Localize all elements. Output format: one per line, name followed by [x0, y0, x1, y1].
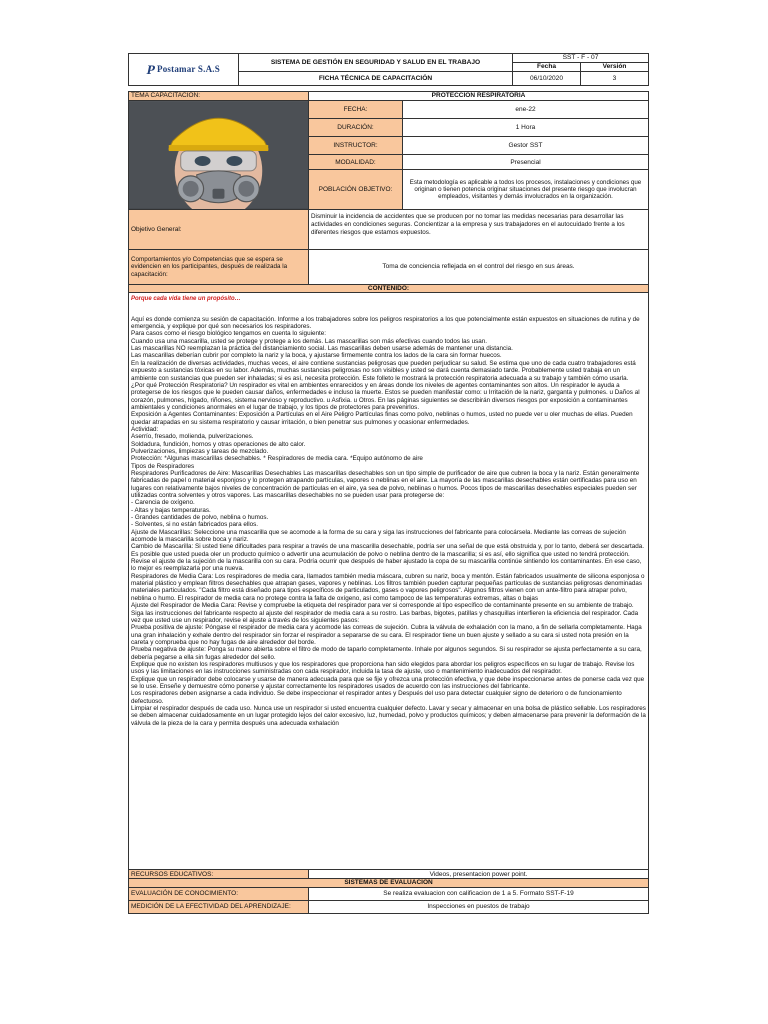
- header-table: [128, 53, 649, 86]
- detail-label-modality: MODALIDAD:: [309, 155, 403, 170]
- content-paragraph: Limpiar el respirador después de cada uso. Nunca use un respirador si usted encuentra cualquier defecto. Lavar y secar y almacenar en una bolsa de plástico sellable. Los respiradores se deben almacenar cuidadosamente en un lugar protegido lejos del calor excesivo, luz, humedad, polvo y productos químicos; y deben almacenarse para prevenir la deformación de la válvula de la pieza de la cara y permita después una adecuada exhalación: [131, 704, 646, 727]
- content-paragraph: - Altas y bajas temperaturas.: [131, 506, 211, 514]
- detail-label-population: POBLACIÓN OBJETIVO:: [309, 170, 403, 210]
- detail-value-modality: Presencial: [403, 155, 649, 170]
- content-paragraph: Aserrío, fresado, molienda, pulverizaciones.: [131, 433, 254, 441]
- resources-value: Videos, presentacion power point.: [309, 870, 649, 879]
- company-name: Postamar S.A.S: [157, 63, 220, 74]
- training-sheet: [128, 53, 648, 914]
- date-label: Fecha: [513, 63, 581, 72]
- content-paragraph: Protección: *Algunas mascarillas desechables. * Respiradores de media cara. *Equipo autónomo de aire: [131, 455, 423, 463]
- content-paragraph: - Carencia de oxígeno.: [131, 499, 195, 507]
- content-paragraph: Explique que un respirador debe colocarse y usarse de manera adecuada para que se fije y ofrezca una protección efectiva, y que debe inspeccionarse antes de ponerse cada vez que se lo use. Enseñe y demuestre cómo ponerse y ajustar correctamente los respiradores usados de acuerdo con las instrucciones del fabricante.: [131, 675, 645, 690]
- content-paragraph: Cambio de Mascarilla: Si usted tiene dificultades para respirar a través de una mascarilla desechable, podría ser una señal de que está obstruida y, por lo tanto, deberá ser descartada. Es posible que usted pueda oler un producto químico o advertir una acumulación de polvo o neblina dentro de la mascarilla; si es así, ello significa que usted no tendrá protección. Revise el ajuste de la sujeción de la mascarilla con su cara. Podría ocurrir que después de haber ajustado la copa de su mascarilla continúe sintiendo los contaminantes. En ese caso, lo mejor es reemplazarla por una nueva.: [131, 543, 645, 573]
- content-header: CONTENIDO:: [129, 285, 649, 293]
- content-paragraph: Exposición a Agentes Contaminantes: Exposición a Partículas en el Aire Peligro Partículas finas como polvo, neblinas o humos, usted no puede ver u oler muchas de ellas. Pueden quedar atrapadas en su sistema respiratorio y causar irritación, o bien penetrar sus pulmones y ocasionar enfermedades.: [131, 411, 633, 426]
- content-paragraph: Los respiradores deben asignarse a cada individuo. Se debe inspeccionar el respirador antes y Después del uso para detectar cualquier signo de deterioro o de funcionamiento defectuoso.: [131, 690, 622, 705]
- content-body: [129, 293, 649, 870]
- content-paragraph: Soldadura, fundición, hornos y otras operaciones de alto calor.: [131, 440, 306, 448]
- evaluation-effectiveness-value: Inspecciones en puestos de trabajo: [309, 900, 649, 913]
- content-paragraph: ¿Por qué Protección Respiratoria? Un respirador es vital en ambientes enrarecidos y en áreas donde los niveles de agentes contaminantes son altos. Un respirador le ayuda a protegerse de los riesgos que le pueden causar daños, enfermedades e incluso la muerte. Estos se pueden manifestar como: u Irritación de la nariz, garganta y pulmones. u Daños al corazón, pulmones, hígado, riñones, sistema nervioso y reproductivo. u Asfixia. u Otros. En las páginas siguientes se describirán diversos riesgos por exposición a contaminantes ambientales y condiciones anormales en el lugar de trabajo, y los tipos de protectores para prevenirlos.: [131, 381, 640, 411]
- resources-label: RECURSOS EDUCATIVOS:: [129, 870, 309, 879]
- content-paragraph: Respiradores de Media Cara: Los respiradores de media cara, llamados también media máscara, cubren su nariz, boca y mentón. Están fabricados usualmente de silicona esponjosa o material plástico y emplean filtros desechables que atrapan gases, vapores y neblinas. Los filtros también pueden capturar pequeñas partículas de sustancias peligrosas denominadas materiales particulados. "Cada filtro está diseñado para tipos específicos de particulados, gases o vapores peligrosos". Algunos filtros vienen con un ante-filtro para atrapar polvo, neblina o humo. El respirador de media cara no protege contra la falta de oxígeno, así como tampoco de las temperaturas extremas, altas o bajas: [131, 572, 645, 602]
- content-paragraph: Prueba positiva de ajuste: Póngase el respirador de media cara y acomode las correas de sujeción. Cubra la válvula de exhalación con la mano, a fin de sellarla completamente. Haga una gran inhalación y exhale dentro del respirador sin forzar el respirador a separarse de su cara. El respirador tiene un buen ajuste y sellado a su cara si usted nota presión en la careta y comprueba que no hay fugas de aire alrededor del borde.: [131, 624, 642, 646]
- competencies-value: Toma de conciencia reflejada en el control del riesgo en sus áreas.: [309, 250, 649, 285]
- detail-label-date: FECHA:: [309, 101, 403, 119]
- content-paragraph: Cuando usa una mascarilla, usted se protege y protege a los demás. Las mascarillas son más efectivas cuando todos las usan.: [131, 337, 487, 345]
- content-tagline: Porque cada vida tiene un propósito…: [131, 296, 241, 303]
- content-paragraph: Pulverizaciones, limpiezas y tareas de mezclado.: [131, 447, 269, 455]
- respirator-worker-image: [129, 101, 308, 209]
- topic-label: TEMA CAPACITACIÓN:: [129, 92, 309, 101]
- content-paragraph: Respiradores Purificadores de Aire: Mascarillas Desechables Las mascarillas desechables son un tipo simple de purificador de aire que cubren la boca y la nariz. Están generalmente fabricadas de papel o material esponjoso y lo protegen atrapando partículas, vapores o neblinas en el aire. La mayoría de las mascarillas desechables están certificadas para uso en lugares con relativamente bajos niveles de concentración de partículas en el aire, ya sea de polvo, neblinas o humos. Pocos tipos de mascarillas desechables especiales pueden ser utilizadas contra solventes y otros vapores. Las mascarillas desechables no se pueden usar para protegerse de:: [131, 469, 640, 499]
- content-paragraph: Ajuste de Mascarillas: Seleccione una mascarilla que se acomode a la forma de su cara y siga las instrucciones del fabricante para colocársela. Mediante las correas de sujeción acomode la mascarilla sobre boca y nariz.: [131, 528, 626, 544]
- system-title: SISTEMA DE GESTIÓN EN SEGURIDAD Y SALUD EN EL TRABAJO: [239, 54, 513, 72]
- detail-value-date: ene-22: [403, 101, 649, 119]
- evaluation-effectiveness-label: MEDICIÓN DE LA EFECTIVIDAD DEL APRENDIZAJE:: [129, 900, 309, 913]
- date-value: 06/10/2020: [513, 72, 581, 86]
- content-paragraph: Las mascarillas deberían cubrir por completo la nariz y la boca, y ajustarse firmemente contra los lados de la cara sin formar huecos.: [131, 352, 502, 360]
- document-code: SST - F - 07: [513, 54, 649, 63]
- content-paragraph: Para casos como el riesgo biológico tengamos en cuenta lo siguiente:: [131, 330, 326, 338]
- content-paragraph: Ajuste del Respirador de Media Cara: Revise y compruebe la etiqueta del respirador para ver si corresponde al tipo específico de contaminante presente en su ambiente de trabajo. Siga las instrucciones del fabricante respecto al ajuste del respirador de media cara a su rostro. Las barbas, bigotes, patillas y chasquillas interfieren la eficiencia del respirador. Cada vez que usted use un respirador, revise el ajuste a través de los siguientes pasos:: [131, 602, 639, 624]
- content-paragraphs: [131, 316, 646, 727]
- version-value: 3: [581, 72, 649, 86]
- detail-value-duration: 1 Hora: [403, 119, 649, 137]
- company-logo: [129, 54, 239, 86]
- topic-value: PROTECCIÓN RESPIRATORIA: [309, 92, 649, 101]
- content-paragraph: Tipos de Respiradores: [131, 462, 195, 470]
- content-paragraph: Prueba negativa de ajuste: Ponga su mano abierta sobre el filtro de modo de taparlo completamente. Inhale por algunos segundos. Si su respirador se ajusta perfectamente a su cara, debería pegarse a ella sin fugas alrededor del sello.: [131, 646, 642, 661]
- content-paragraph: En la realización de diversas actividades, muchas veces, el aire contiene sustancias peligrosas que pueden perjudicar su salud. Se estima que uno de cada cuatro trabajadores está expuesto a sustancias tóxicas en su labor. Además, muchas sustancias peligrosas no son visibles y usted se dará cuenta demasiado tarde. Probablemente usted trabaja en un ambiente con sustancias que pueden ser inhaladas; si es así, necesita protección. Este folleto le mostrará la protección respiratoria adecuada a su trabajo y también cómo usarla.: [131, 359, 636, 382]
- objective-value: Disminuir la incidencia de accidentes que se producen por no tomar las medidas necesarias para desarrollar las actividades en condiciones seguras. Concientizar a la empresa y sus trabajadores en el autocuidado frente a los diferentes riesgos que estamos expuestos.: [309, 210, 649, 250]
- training-photo: [129, 101, 309, 210]
- evaluation-header: SISTEMAS DE EVALUACIÓN: [129, 879, 649, 887]
- detail-value-instructor: Gestor SST: [403, 137, 649, 155]
- detail-label-instructor: INSTRUCTOR:: [309, 137, 403, 155]
- content-paragraph: Las mascarillas NO reemplazan la práctica del distanciamiento social. Las mascarillas deben usarse además de mantener una distancia.: [131, 345, 513, 353]
- content-paragraph: Actividad:: [131, 425, 159, 433]
- content-paragraph: Explique que no existen los respiradores multiusos y que los respiradores que proporciona han sido elegidos para abordar los peligros específicos en su lugar de trabajo. Revise los usos y las limitaciones en las instrucciones suministradas con cada respirador, incluida la tasa de ajuste, uso o mantenimiento inadecuados del respirador.: [131, 660, 635, 676]
- content-paragraph: - Solventes, si no están fabricados para ellos.: [131, 521, 259, 529]
- logo-mark-icon: P: [145, 61, 157, 77]
- objective-label: Objetivo General:: [129, 210, 309, 250]
- version-label: Versión: [581, 63, 649, 72]
- evaluation-knowledge-value: Se realiza evaluacion con calificacion de 1 a 5. Formato SST-F-19: [309, 887, 649, 900]
- evaluation-knowledge-label: EVALUACIÓN DE CONOCIMIENTO:: [129, 887, 309, 900]
- sheet-title: FICHA TÉCNICA DE CAPACITACIÓN: [239, 72, 513, 86]
- info-table: [128, 91, 649, 914]
- detail-label-duration: DURACIÓN:: [309, 119, 403, 137]
- content-paragraph: - Grandes cantidades de polvo, neblina o humos.: [131, 514, 269, 522]
- detail-value-population: Esta metodología es aplicable a todos los procesos, instalaciones y condiciones que originan o tienen potencia originar situaciones del presente riesgo que involucran empleados, visitantes y demás involucrados en la organización.: [403, 170, 649, 210]
- content-paragraph: Aquí es donde comienza su sesión de capacitación. Informe a los trabajadores sobre los peligros respiratorios a los que potencialmente están expuestos en situaciones de rutina y de emergencia, y explique por qué son necesarios los respiradores.: [131, 315, 640, 331]
- competencies-label: Comportamientos y/o Competencias que se espera se evidencien en los participantes, después de realizada la capacitación:: [129, 250, 309, 285]
